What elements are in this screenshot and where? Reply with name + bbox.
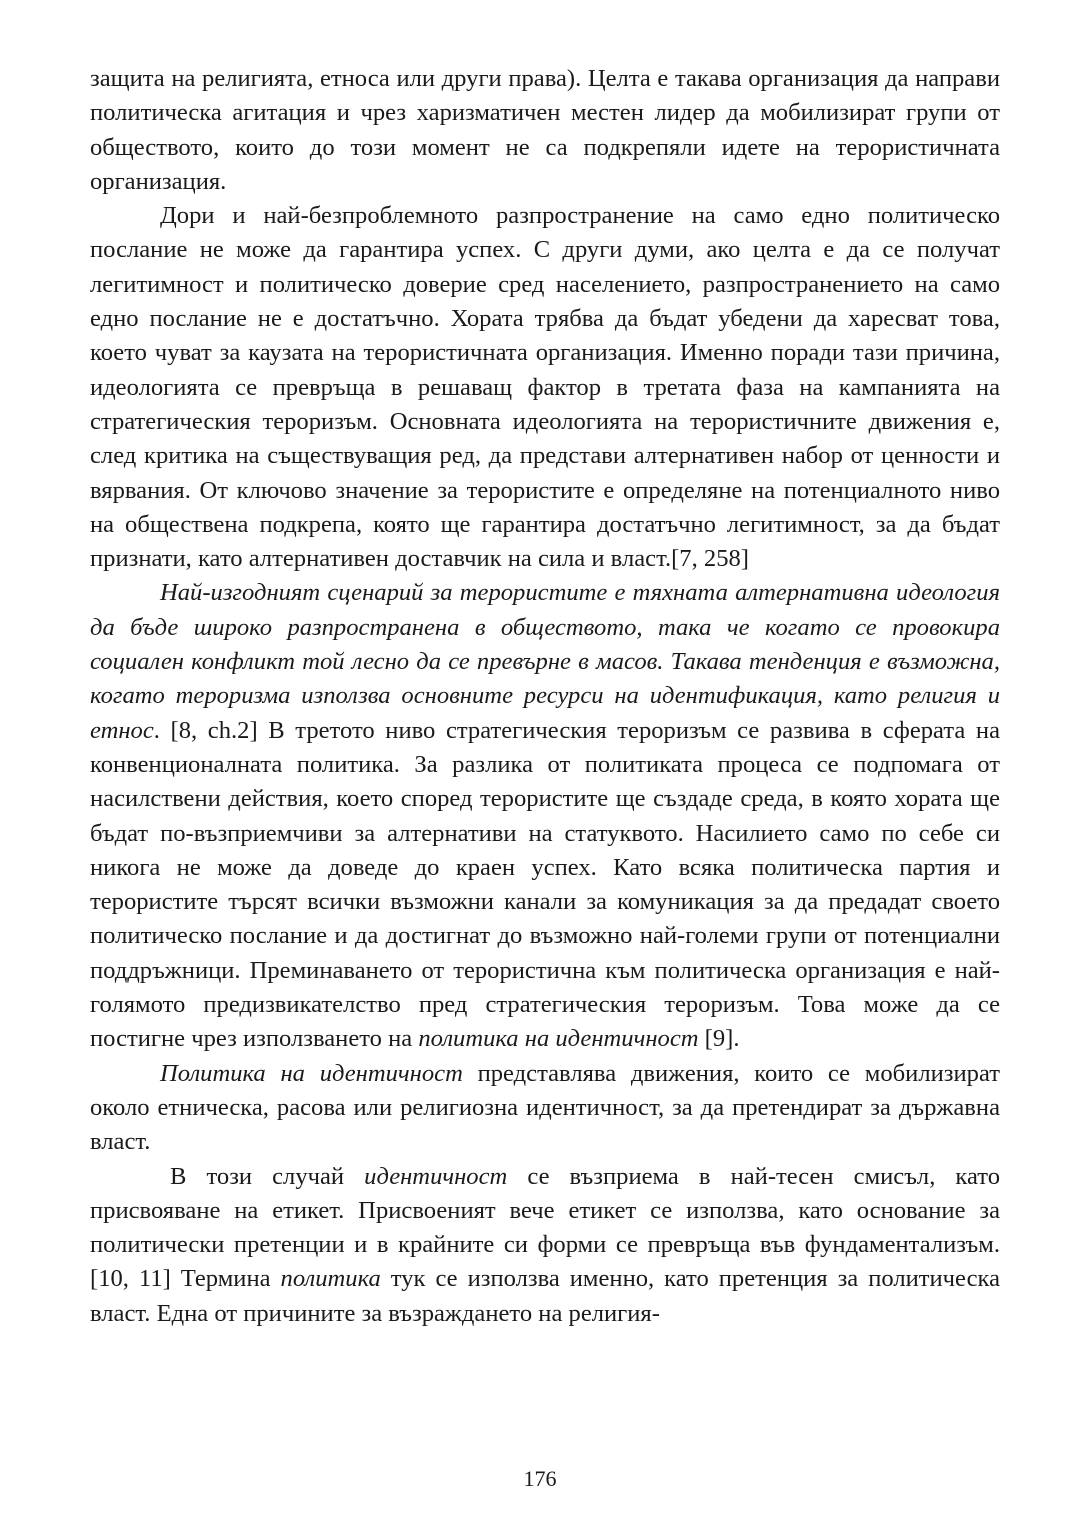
paragraph-5-italic-term: политика (280, 1265, 381, 1293)
paragraph-2-text: Дори и най-безпроблемното разпространение на само едно политическо послание не може да гарантира успех. С други думи, ако целта е да се получат легитимност и политическо доверие сред населението, разпространението на само едно послание не е достатъчно. Хората трябва да бъдат убедени да харесват това, което чуват за каузата на терористичната организация. Именно поради тази причина, идеологията се превръща в решаващ фактор в третата фаза на кампанията на стратегическия тероризъм. Основната идеологията на терористичните движения е, след критика на съществуващия ред, да представи алтернативен набор от ценности и вярвания. От ключово значение за терористите е определяне на потенциалното ниво на обществена подкрепа, която ще гарантира достатъчно легитимност, за да бъдат признати, като алтернативен доставчик на сила и власт.[7, 258] (90, 202, 1000, 573)
paragraph-1 (90, 62, 1000, 199)
paragraph-3-italic: Най-изгодният сценарий за терористите е тяхната алтернативна идеология да бъде широко разпространена в обществото, така че когато се провокира социален конфликт той лесно да се превърне в масов. Такава тенденция е възможна, когато тероризма използва основните ресурси на идентификация, като религия и етнос (90, 579, 1000, 744)
paragraph-5-italic: идентичност (364, 1162, 508, 1190)
paragraph-5-start: В този случай (170, 1162, 365, 1190)
page-number: 176 (523, 1466, 557, 1491)
paragraph-5-end: тук се използва именно, като претенция за политическа власт. Една от причините за възраждането на религия- (90, 1265, 1000, 1327)
paragraph-4 (90, 1057, 1000, 1160)
paragraph-1-text: защита на религията, етноса или други права). Целта е такава организация да направи политическа агитация и чрез харизматичен местен лидер да мобилизират групи от обществото, които до този момент не са подкрепяли идете на терористичната организация. (90, 65, 1000, 195)
paragraph-2 (90, 199, 1000, 576)
document-page (90, 62, 1000, 1331)
paragraph-3 (90, 576, 1000, 1056)
paragraph-3-text: . [8, ch.2] В третото ниво стратегическия тероризъм се развива в сферата на конвенционалната политика. За разлика от политиката процеса се подпомага от насилствени действия, което според терористите ще създаде среда, в която хората ще бъдат по-възприемчиви за алтернативи на статуквото. Насилието само по себе си никога не може да доведе до краен успех. Като всяка политическа партия и терористите търсят всички възможни канали за комуникация за да предадат своето политическо послание и да достигнат до възможно най-големи групи от потенциални поддръжници. Преминаването от терористична към политическа организация е най-голямото предизвикателство пред стратегическия тероризъм. Това може да се постигне чрез използването на (90, 716, 1000, 1053)
paragraph-3-italic-term: политика на идентичност (418, 1025, 699, 1053)
paragraph-5-mid: се възприема в най-тесен смисъл, като присвояване на етикет. Присвоеният вече етикет се използва, като основание за политически претенции и в крайните си форми се превръща във фундаментализъм. [10, 11] Термина (90, 1162, 1000, 1293)
paragraph-5 (90, 1160, 1000, 1331)
paragraph-4-text: представлява движения, които се мобилизират около етническа, расова или религиозна идентичност, за да претендират за държавна власт. (90, 1059, 1000, 1156)
paragraph-4-italic: Политика на идентичност (160, 1059, 463, 1087)
paragraph-3-end: [9]. (698, 1025, 740, 1053)
